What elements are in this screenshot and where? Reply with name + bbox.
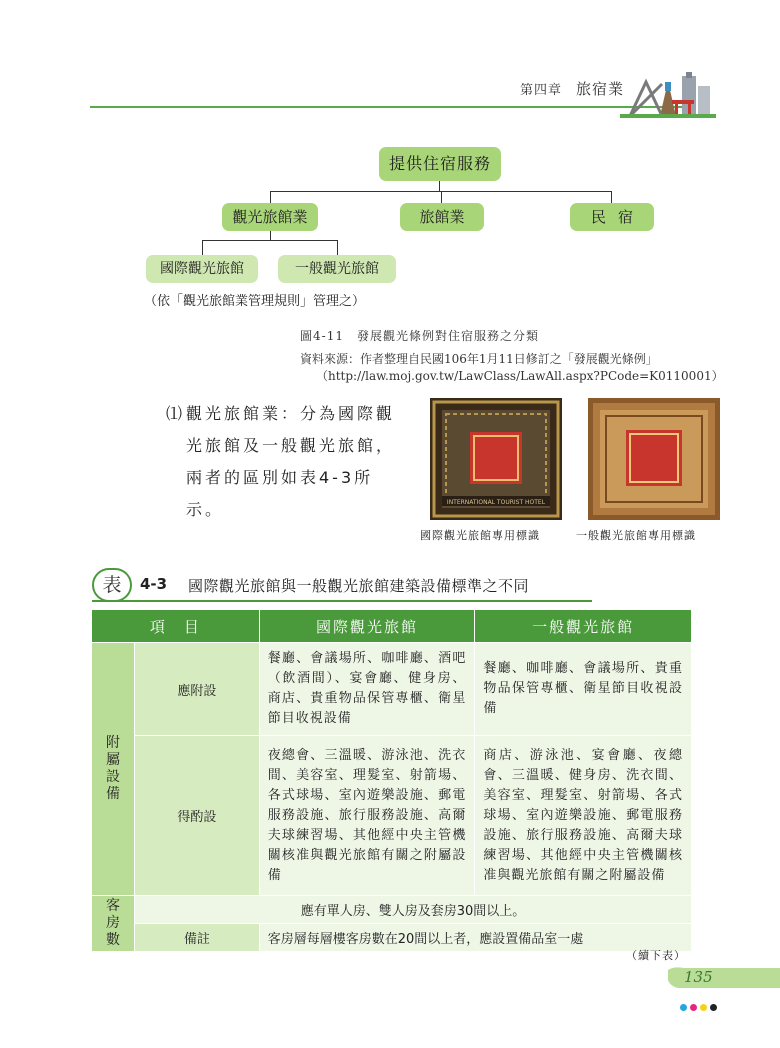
- diagram-note: （依「觀光旅館業管理規則」管理之）: [144, 294, 366, 309]
- diagram-box-international-tourist-hotel: 國際觀光旅館: [146, 255, 258, 283]
- table-title: 國際觀光旅館與一般觀光旅館建築設備標準之不同: [188, 577, 530, 595]
- connector: [202, 240, 338, 241]
- row-label-remark: 備註: [134, 924, 259, 952]
- connector: [337, 240, 338, 255]
- diagram-box-general-tourist-hotel: 一般觀光旅館: [278, 255, 396, 283]
- continued-note: （續下表）: [626, 949, 686, 962]
- figure-source: 資料來源：作者整理自民國106年1月11日修訂之「發展觀光條例」: [300, 352, 658, 366]
- figure-caption: 圖4-11 發展觀光條例對住宿服務之分類: [300, 329, 539, 343]
- category-rooms: 客房數: [92, 896, 135, 952]
- table-row: [92, 924, 692, 952]
- svg-text:INTERNATIONAL TOURIST HOTEL: INTERNATIONAL TOURIST HOTEL: [446, 499, 546, 506]
- row-label-required: 應附設: [134, 643, 259, 736]
- page-number: 135: [684, 968, 713, 986]
- international-hotel-emblem-image: [430, 398, 562, 520]
- cyan-dot: [680, 1004, 687, 1011]
- table-row: [92, 643, 692, 736]
- header-item: 項 目: [92, 610, 260, 643]
- running-head: [520, 78, 624, 99]
- color-registration-dots: [680, 996, 720, 1004]
- black-dot: [710, 1004, 717, 1011]
- header-general: 一般觀光旅館: [475, 610, 692, 643]
- cell-room-requirement: 應有單人房、雙人房及套房30間以上。: [134, 896, 691, 924]
- cell-optional-international: 夜總會、三溫暖、游泳池、洗衣間、美容室、理髮室、射箭場、各式球場、室內遊樂設施、郵電服務設施、旅行服務設施、高爾夫球練習場、其他經中央主管機關核准與觀光旅館有關之附屬設備: [259, 736, 475, 896]
- magenta-dot: [690, 1004, 697, 1011]
- header-rule: [90, 106, 690, 108]
- connector: [270, 191, 271, 203]
- comparison-table: [91, 609, 692, 952]
- page-header: [0, 70, 780, 110]
- connector: [441, 191, 442, 203]
- diagram-box-tourist-hotel-industry: 觀光旅館業: [222, 203, 318, 231]
- diagram-box-homestay: 民宿: [570, 203, 654, 231]
- table-title-rule: [92, 600, 592, 602]
- emblem-caption-general: 一般觀光旅館專用標識: [576, 529, 696, 542]
- table-badge: 表: [92, 568, 132, 602]
- row-label-optional: 得酌設: [134, 736, 259, 896]
- table-header-row: [92, 610, 692, 643]
- diagram-box-hotel-industry: 旅館業: [400, 203, 484, 231]
- section-label: 旅宿業: [575, 80, 624, 98]
- table-number: 4-3: [140, 575, 168, 593]
- emblem-caption-international: 國際觀光旅館專用標識: [420, 529, 540, 542]
- cell-remark: 客房層每層樓客房數在20間以上者，應設置備品室一處: [259, 924, 691, 952]
- paragraph-number: ⑴: [166, 404, 183, 423]
- table-row: [92, 736, 692, 896]
- connector: [611, 191, 612, 203]
- connector: [202, 240, 203, 255]
- cell-required-international: 餐廳、會議場所、咖啡廳、酒吧（飲酒間）、宴會廳、健身房、商店、貴重物品保管專櫃、衛星節目收視設備: [259, 643, 475, 736]
- general-hotel-emblem-image: [588, 398, 720, 520]
- figure-source-url: （http://law.moj.gov.tw/LawClass/LawAll.aspx?PCode=K0110001）: [316, 369, 724, 383]
- table-row: [92, 896, 692, 924]
- paragraph-text: 觀光旅館業：分為國際觀光旅館及一般觀光旅館，兩者的區別如表4-3所示。: [186, 404, 396, 519]
- cell-required-general: 餐廳、咖啡廳、會議場所、貴重物品保管專櫃、衛星節目收視設備: [475, 643, 692, 736]
- cell-optional-general: 商店、游泳池、宴會廳、夜總會、三溫暖、健身房、洗衣間、美容室、理髮室、射箭場、各式球場、室內遊樂設施、郵電服務設施、旅行服務設施、高爾夫球練習場、其他經中央主管機關核准與觀光旅館有關之附屬設備: [475, 736, 692, 896]
- category-facilities: 附屬設備: [92, 643, 135, 896]
- diagram-root-box: 提供住宿服務: [379, 147, 501, 181]
- chapter-label: 第四章: [519, 83, 562, 98]
- yellow-dot: [700, 1004, 707, 1011]
- header-international: 國際觀光旅館: [259, 610, 475, 643]
- landmarks-illustration-icon: [620, 70, 716, 124]
